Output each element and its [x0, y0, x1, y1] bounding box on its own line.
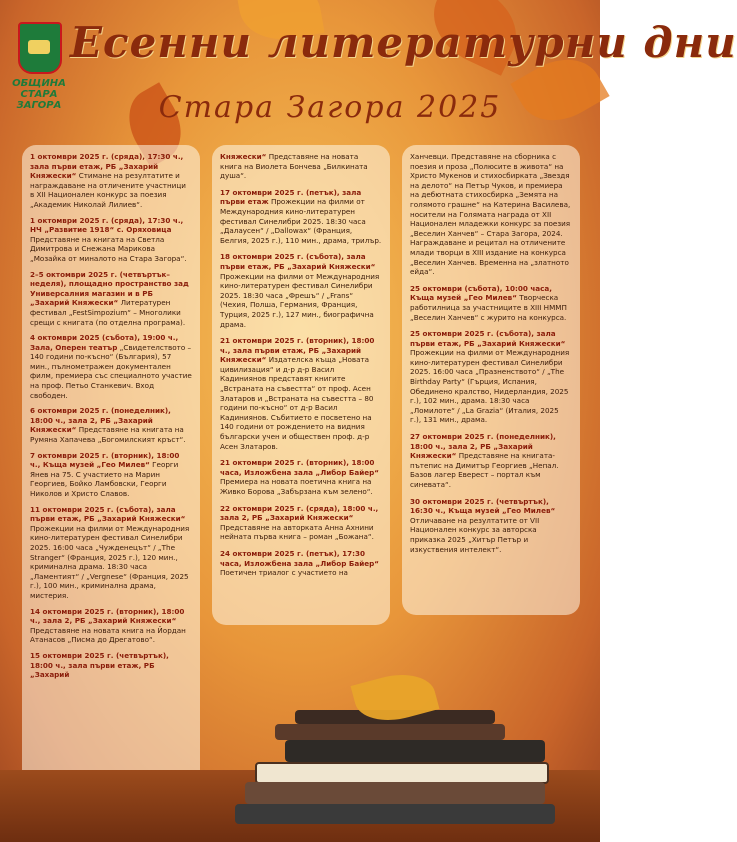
event-header: 1 октомври 2025 г. (сряда), 17:30 ч., НЧ „Развитие 1918“ с. Оряховица: [30, 215, 184, 235]
event-description: Прожекции на филми от Международния кино-литературен фестивал Синелибри 2025. 16:00 часа „Празненството“ / „The Birthday Party“ (Гърция, Испания, Обединено кралство, Нидерландия, 2025 г.), 102 мин., драма. 18:30 часа „Ломилоте“ / „La Grazia“ (Италия, 2025 г.), 131 мин., драма.: [410, 348, 570, 425]
event-header: 6 октомври 2025 г. (понеделник), 18:00 ч., зала 2, РБ „Захарий Княжески“: [30, 406, 171, 435]
event-description: Представяне на новата книга на Виолета Бончева „Билкината душа“.: [220, 152, 368, 181]
event-header: 21 октомври 2025 г. (вторник), 18:00 ч., зала първи етаж, РБ „Захарий Княжески“: [220, 336, 375, 365]
event-entry: [220, 336, 382, 451]
event-description: Издателска къща „Новата цивилизация“ и д-р д-р Васил Кадиниянов представят книгите „Встраната на съвестта“ от проф. Асен Златаров и „Встраната на съвестта – 80 години по-късно“ от д-р Васил Кадиниянов. Събитието е посветено на 140 години от рождението на видния български учен и обществен проф. д-р Асен Златаров.: [220, 355, 374, 451]
event-entry: [30, 451, 192, 499]
event-entry: [410, 432, 572, 490]
event-entry: [410, 284, 572, 322]
event-header: 22 октомври 2025 г. (сряда), 18:00 ч., зала 2, РБ „Захарий Княжески“: [220, 503, 379, 523]
event-entry: [30, 152, 192, 210]
book-icon: [245, 782, 545, 804]
event-description: Прожекции на филми от Международния кино-литературен фестивал Синелибри 2025. 16:00 часа „Чужденецът“ / „The Stranger“ (Франция, 2025 г.), 120 мин., криминална драма. 18:30 часа „Ламентият“ / „Vergnese“ (Франция, 2025 г.), 100 мин., криминална драма, мистерия.: [30, 523, 190, 600]
event-description: Творческа работилница за участниците в XIII НММП „Веселин Ханчев“ с журито на конкурса.: [410, 293, 567, 322]
event-description: Отличаване на резултатите от VII Национален конкурс за авторска приказка 2025 „Хитър Петър и изкуствения интелект“.: [410, 515, 540, 554]
logo-text: ОБЩИНА СТАРА ЗАГОРА: [12, 78, 66, 111]
event-description: Представяне на книгата-пътепис на Димитър Георгиев „Непал. Базов лагер Еверест – портал към синевата“.: [410, 451, 559, 489]
event-header: 25 октомври 2025 г. (събота), зала първи етаж, РБ „Захарий Княжески“: [410, 329, 566, 348]
event-header: 1 октомври 2025 г. (сряда), 17:30 ч., зала първи етаж, РБ „Захарий Княжески“: [30, 152, 184, 181]
event-entry: [410, 152, 572, 277]
event-entry: [30, 406, 192, 444]
event-header: 25 октомври (събота), 10:00 часа, Къща музей „Гео Милев“: [410, 283, 552, 303]
event-description: Ханчевци. Представяне на сборника с поезия и проза „Полюсите в живота“ на Христо Мукенов и стихосбирката „Звездя на делото“ на Петър Чуков, и премиера на дебютната стихосбирка „Земята на голямото грашне“ на Катерина Василева, носители на Голямата награда от XII Национален младежки конкурс за поезия „Веселин Ханчев“ – Стара Загора, 2024. Награждаване и рецитал на отличените млади творци в XIII издание на конкурса „Веселин Ханчев. Временна на „златното ейда“.: [410, 152, 571, 277]
event-header: 7 октомври 2025 г. (вторник), 18:00 ч., Къща музей „Гео Милев“: [30, 450, 180, 470]
event-entry: [30, 216, 192, 264]
event-header: 17 октомври 2025 г. (петък), зала първи етаж: [220, 187, 362, 207]
event-header: 2–5 октомври 2025 г. (четвъртък–неделя), площадно пространство зад Универсалния магазин и в РБ „Захарий Княжески“: [30, 269, 189, 308]
event-description: Прожекции на филми от Международния кино-литературен фестивал Синелибри 2025. 18:30 часа „Фрешъ“ / „Frans“ (Чехия, Полша, Германия, Франция, Турция, 2025 г.), 127 мин., биографична драма.: [220, 271, 380, 329]
book-icon: [255, 762, 549, 784]
coat-of-arms-icon: [18, 22, 62, 74]
event-entry: [410, 497, 572, 555]
event-description: Представяне на книгата на Светла Димитрова и Снежана Марикова „Мозайка от миналото на Стара Загора“.: [30, 234, 187, 263]
event-header: 27 октомври 2025 г. (понеделник), 18:00 ч., зала 2, РБ „Захарий Княжески“: [410, 432, 556, 461]
event-description: Представяне на авторката Анна Ахнини нейната първа книга – роман „Божана“.: [220, 522, 374, 542]
event-header: 30 октомври 2025 г. (четвъртък), 16:30 ч., Къща музей „Гео Милев“: [410, 496, 556, 516]
event-description: Литературен фестивал „FestSimpozium“ – Многолики срещи с книгата (по отделна програма).: [30, 298, 186, 327]
event-description: Георги Янев на 75. С участието на Марин Георгиев, Бойко Ламбовски, Георги Николов и Христо Славов.: [30, 460, 179, 498]
event-entry: [30, 270, 192, 328]
event-entry: [30, 333, 192, 400]
book-icon: [235, 804, 555, 824]
event-entry: [220, 504, 382, 542]
event-entry: [220, 188, 382, 246]
event-entry: [220, 152, 382, 181]
event-description: Премиера на новата поетична книга на Живко Борова „Забързана към зелено“.: [220, 477, 373, 496]
event-header: 14 октомври 2025 г. (вторник), 18:00 ч., зала 2, РБ „Захарий Княжески“: [30, 606, 185, 626]
event-header: 15 октомври 2025 г. (четвъртък), 18:00 ч., зала първи етаж, РБ „Захарий: [30, 650, 169, 680]
event-entry: [30, 651, 192, 680]
event-description: Поетичен триалог с участието на: [220, 568, 348, 578]
event-header: 24 октомври 2025 г. (петък), 17:30 часа, Изложбена зала „Либор Байер“: [220, 548, 379, 568]
event-description: Прожекции на филми от Международния кино-литературен фестивал Синелибри 2025. 18:30 часа „Далаусен“ / „Dallowax“ (Франция, Белгия, 2025 г.), 110 мин., драма, трилър.: [220, 197, 382, 245]
event-header: 11 октомври 2025 г. (събота), зала първи етаж, РБ „Захарий Княжески“: [30, 504, 186, 524]
event-description: „Свидетелството – 140 години по-късно“ (България), 57 мин., пълнометражен документален филм, премиера със специалното участие на проф. Петьо Станкевич. Вход свободен.: [30, 342, 192, 400]
event-entry: [220, 252, 382, 329]
book-icon: [285, 740, 545, 762]
event-description: Представяне на книгата на Румяна Хапачева „Богомилският кръст“.: [30, 425, 186, 445]
event-entry: [220, 458, 382, 496]
event-header: 4 октомври 2025 (събота), 19:00 ч., Зала, Оперен театър: [30, 333, 179, 352]
event-header: 21 октомври 2025 г. (вторник), 18:00 часа, Изложбена зала „Либор Байер“: [220, 458, 379, 477]
event-description: Представяне на новата книга на Йордан Атанасов „Писма до Дрегатово“.: [30, 625, 186, 645]
event-header: Княжески“: [220, 152, 267, 161]
program-column-1: [22, 145, 200, 835]
event-entry: [30, 505, 192, 601]
program-column-3: [402, 145, 580, 615]
book-icon: [275, 724, 505, 740]
event-description: Стимане на резултатите и награждаване на отличените участници в XII Национален конкурс за поезия „Академик Николай Лилиев“.: [30, 171, 186, 209]
event-header: 18 октомври 2025 г. (събота), зала първи етаж, РБ „Захарий Княжески“: [220, 252, 376, 271]
event-entry: [220, 549, 382, 578]
program-column-2: [212, 145, 390, 625]
municipality-logo: [12, 22, 66, 126]
event-entry: [30, 607, 192, 645]
book-stack-illustration: [235, 690, 565, 830]
event-entry: [410, 329, 572, 425]
page-title: Есенни литературни дни: [70, 18, 737, 67]
page-subtitle: Стара Загора 2025: [158, 90, 502, 125]
